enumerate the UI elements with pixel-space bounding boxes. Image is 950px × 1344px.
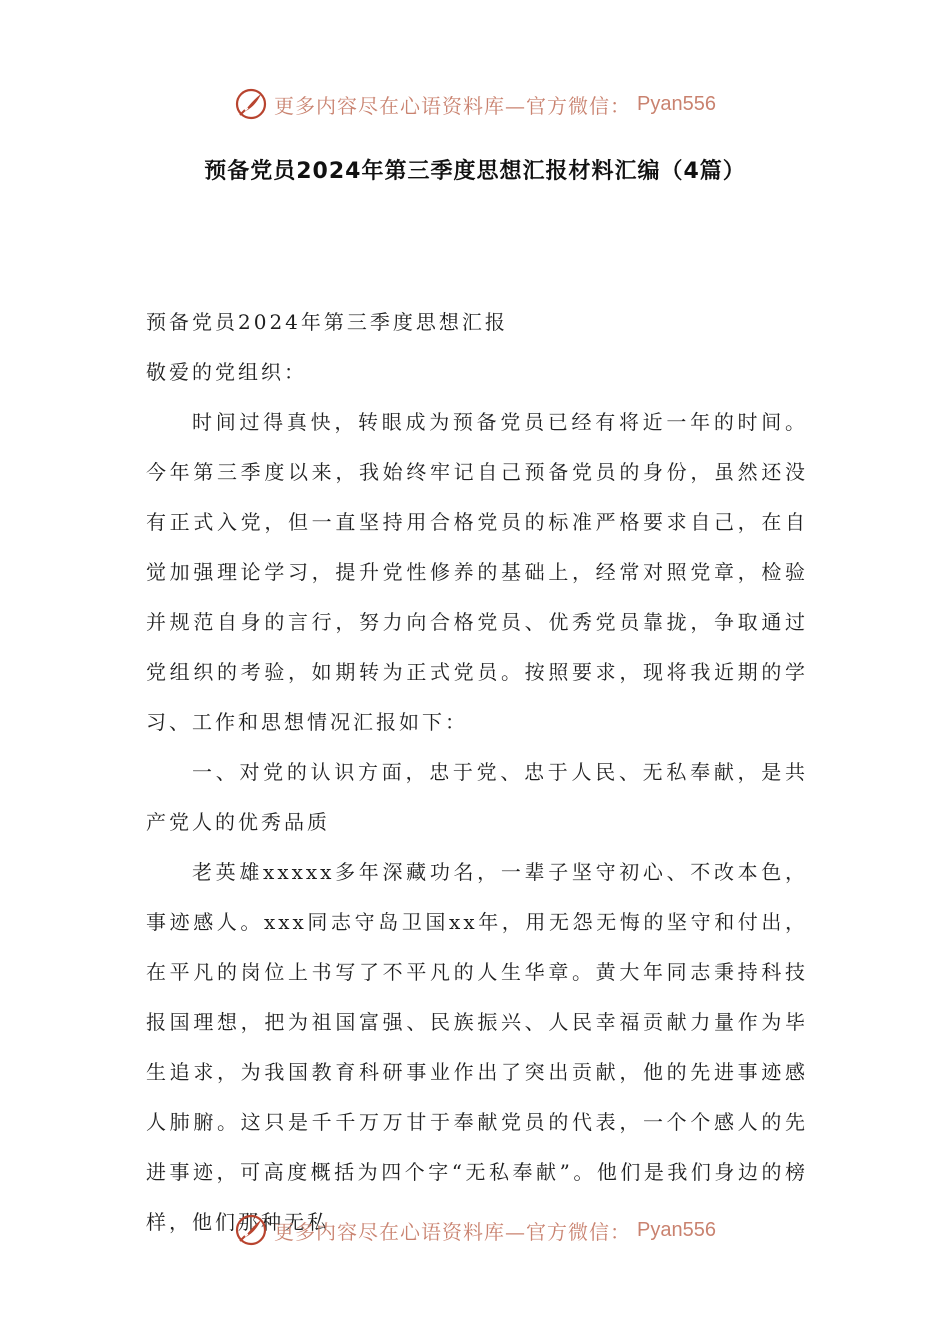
watermark-wechat-id: Pyan556: [637, 1218, 716, 1241]
salutation: 敬爱的党组织：: [146, 360, 307, 384]
body-paragraph: 时间过得真快，转眼成为预备党员已经有将近一年的时间。今年第三季度以来，我始终牢记自己预备党员的身份，虽然还没有正式入党，但一直坚持用合格党员的标准严格要求自己，在自觉加强理论学习，提升党性修养的基础上，经常对照党章，检验并规范自身的言行，努力向合格党员、优秀党员靠拢，争取通过党组织的考验，如期转为正式党员。按照要求，现将我近期的学习、工作和思想情况汇报如下：: [146, 410, 808, 734]
header-watermark: [0, 84, 950, 124]
footer-watermark: [0, 1210, 950, 1250]
watermark-wechat-id: Pyan556: [637, 92, 716, 115]
quill-pen-logo-icon: [234, 87, 268, 121]
watermark-text: 更多内容尽在心语资料库—官方微信：: [274, 93, 632, 118]
section-heading: 一、对党的认识方面，忠于党、忠于人民、无私奉献，是共产党人的优秀品质: [146, 760, 808, 834]
document-title: 预备党员2024年第三季度思想汇报材料汇编（4篇）: [204, 159, 746, 184]
quill-pen-logo-icon: [234, 1213, 268, 1247]
body-paragraph: 老英雄xxxxx多年深藏功名，一辈子坚守初心、不改本色，事迹感人。xxx同志守岛卫国xx年，用无怨无悔的坚守和付出，在平凡的岗位上书写了不平凡的人生华章。黄大年同志秉持科技报国理想，把为祖国富强、民族振兴、人民幸福贡献力量作为毕生追求，为我国教育科研事业作出了突出贡献，他的先进事迹感人肺腑。这只是千千万万甘于奉献党员的代表，一个个感人的先进事迹，可高度概括为四个字“无私奉献”。他们是我们身边的榜样，他们那种无私: [146, 860, 808, 1234]
document-subtitle: 预备党员2024年第三季度思想汇报: [146, 310, 508, 334]
document-body: [146, 297, 808, 1247]
watermark-text: 更多内容尽在心语资料库—官方微信：: [274, 1219, 632, 1244]
